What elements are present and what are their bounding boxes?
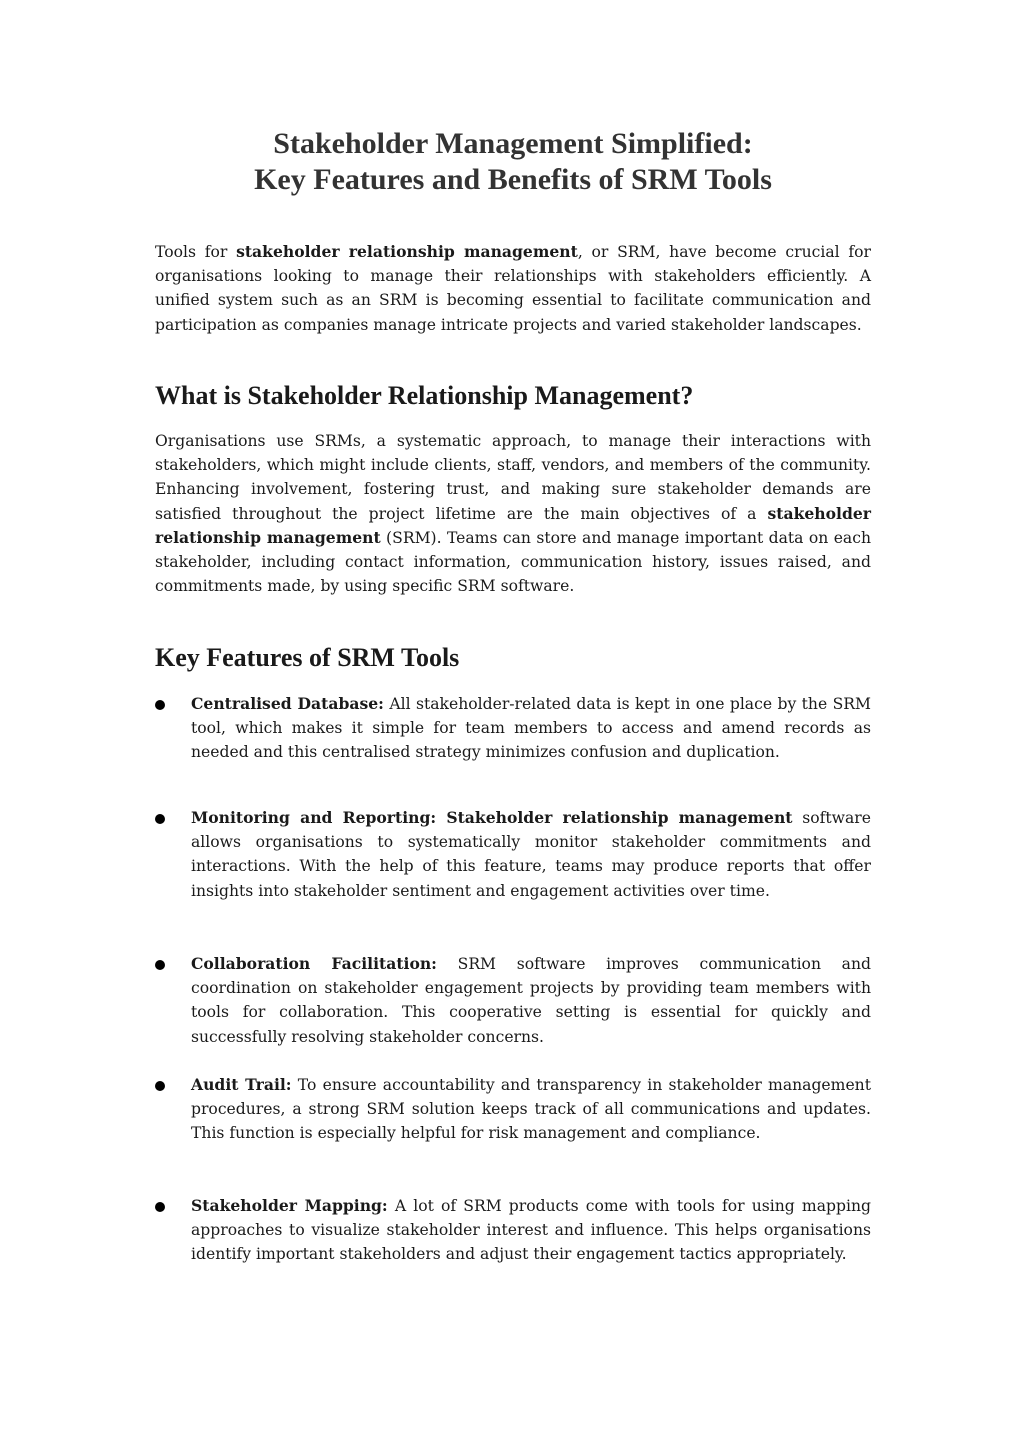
section-heading-what-is-srm: What is Stakeholder Relationship Management? xyxy=(155,381,694,410)
section1-post: (SRM). Teams can store and manage important data on each stakeholder, including contact information, communication history, issues raised, and commitments made, by using specific SRM software. xyxy=(155,528,871,596)
list-item-body: software allows organisations to systematically monitor stakeholder commitments and interactions. With the help of this feature, teams may produce reports that offer insights into stakeholder sentiment and engagement activities over time. xyxy=(191,809,871,900)
bullet-icon xyxy=(155,1202,165,1212)
section1-bold: stakeholder relationship management xyxy=(155,503,871,547)
list-item-label: Collaboration Facilitation: xyxy=(191,954,437,973)
list-item-label: Audit Trail: xyxy=(191,1075,292,1094)
list-item-label: Stakeholder Mapping: xyxy=(191,1196,388,1215)
bullet-icon xyxy=(155,700,165,710)
bullet-icon xyxy=(155,1081,165,1091)
list-item-text xyxy=(191,1073,871,1146)
title-line-2: Key Features and Benefits of SRM Tools xyxy=(254,163,772,196)
document-title xyxy=(155,126,871,198)
list-item-text xyxy=(191,806,871,903)
list-item-body: A lot of SRM products come with tools for using mapping approaches to visualize stakeholder interest and influence. This helps organisations identify important stakeholders and adjust their engagement tactics appropriately. xyxy=(191,1197,871,1264)
bullet-icon xyxy=(155,814,165,824)
list-item-text xyxy=(191,1194,871,1267)
section1-paragraph xyxy=(155,429,871,598)
list-item-label: Centralised Database: xyxy=(191,694,384,713)
list-item-body: SRM software improves communication and coordination on stakeholder engagement projects by providing team members with tools for collaboration. This cooperative setting is essential for quickly and successfully resolving stakeholder concerns. xyxy=(191,955,871,1046)
intro-pre: Tools for xyxy=(155,243,237,261)
list-item-text xyxy=(191,952,871,1049)
list-item-label: Monitoring and Reporting: Stakeholder relationship management xyxy=(191,808,793,827)
section1-pre: Organisations use SRMs, a systematic approach, to manage their interactions with stakeholders, which might include clients, staff, vendors, and members of the community. Enhancing involvement, fostering trust, and making sure stakeholder demands are satisfied throughout the project lifetime are the main objectives of a xyxy=(155,432,871,523)
title-line-1: Stakeholder Management Simplified: xyxy=(273,127,753,160)
list-item-body: All stakeholder-related data is kept in one place by the SRM tool, which makes it simple for team members to access and amend records as needed and this centralised strategy minimizes confusion and duplication. xyxy=(191,695,871,762)
bullet-icon xyxy=(155,960,165,970)
list-item-body: To ensure accountability and transparency in stakeholder management procedures, a strong SRM solution keeps track of all communications and updates. This function is especially helpful for risk management and compliance. xyxy=(191,1076,871,1143)
list-item-text xyxy=(191,692,871,765)
intro-post: , or SRM, have become crucial for organisations looking to manage their relationships with stakeholders efficiently. A unified system such as an SRM is becoming essential to facilitate communication and participation as companies manage intricate projects and varied stakeholder landscapes. xyxy=(155,243,871,334)
intro-paragraph xyxy=(155,240,871,337)
section-heading-key-features: Key Features of SRM Tools xyxy=(155,643,460,672)
intro-bold: stakeholder relationship management xyxy=(236,242,578,261)
